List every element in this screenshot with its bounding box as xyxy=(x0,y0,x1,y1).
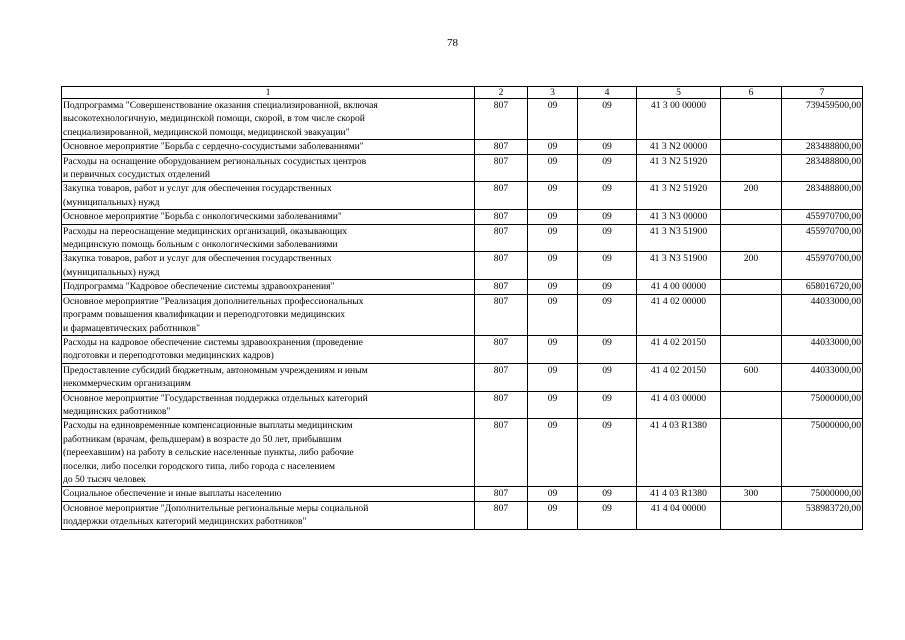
target-article-cell: 41 4 00 00000 xyxy=(637,280,721,294)
item-name-cell: Расходы на единовременные компенсационные выплаты медицинским работникам (врачам, фельдшерам) в возрасте до 50 лет, прибывшим (переехавшим) на работу в сельские населенные пункты, либо рабочие поселки, либо поселки городского типа, либо города с населением до 50 тысяч человек xyxy=(62,419,475,487)
section-code-cell: 09 xyxy=(528,154,578,182)
table-row xyxy=(62,501,863,529)
section-code-cell: 09 xyxy=(528,224,578,252)
table-row xyxy=(62,280,863,294)
target-article-cell: 41 4 03 00000 xyxy=(637,391,721,419)
amount-cell: 455970700,00 xyxy=(782,252,863,280)
subsection-code-cell: 09 xyxy=(578,280,637,294)
expense-type-cell xyxy=(721,294,782,335)
subsection-code-cell: 09 xyxy=(578,140,637,154)
subsection-code-cell: 09 xyxy=(578,335,637,363)
section-code-cell: 09 xyxy=(528,280,578,294)
target-article-cell: 41 4 04 00000 xyxy=(637,501,721,529)
amount-cell: 283488800,00 xyxy=(782,154,863,182)
expense-type-cell xyxy=(721,335,782,363)
table-row xyxy=(62,294,863,335)
subsection-code-cell: 09 xyxy=(578,391,637,419)
ministry-code-cell: 807 xyxy=(475,210,528,224)
table-row xyxy=(62,252,863,280)
amount-cell: 658016720,00 xyxy=(782,280,863,294)
item-name-cell: Закупка товаров, работ и услуг для обеспечения государственных (муниципальных) нужд xyxy=(62,252,475,280)
target-article-cell: 41 3 N2 51920 xyxy=(637,182,721,210)
target-article-cell: 41 3 N3 51900 xyxy=(637,224,721,252)
ministry-code-cell: 807 xyxy=(475,99,528,140)
table-row xyxy=(62,224,863,252)
subsection-code-cell: 09 xyxy=(578,154,637,182)
target-article-cell: 41 4 02 20150 xyxy=(637,363,721,391)
subsection-code-cell: 09 xyxy=(578,487,637,501)
expense-type-cell xyxy=(721,140,782,154)
amount-cell: 455970700,00 xyxy=(782,224,863,252)
item-name-cell: Основное мероприятие "Борьба с онкологическими заболеваниями" xyxy=(62,210,475,224)
expense-type-cell xyxy=(721,210,782,224)
table-body xyxy=(62,99,863,530)
item-name-cell: Закупка товаров, работ и услуг для обеспечения государственных (муниципальных) нужд xyxy=(62,182,475,210)
ministry-code-cell: 807 xyxy=(475,419,528,487)
table-row xyxy=(62,335,863,363)
amount-cell: 538983720,00 xyxy=(782,501,863,529)
expense-type-cell xyxy=(721,280,782,294)
table-row xyxy=(62,363,863,391)
item-name-cell: Расходы на оснащение оборудованием региональных сосудистых центров и первичных сосудистых отделений xyxy=(62,154,475,182)
subsection-code-cell: 09 xyxy=(578,99,637,140)
subsection-code-cell: 09 xyxy=(578,419,637,487)
expense-type-cell: 200 xyxy=(721,182,782,210)
ministry-code-cell: 807 xyxy=(475,487,528,501)
amount-cell: 739459500,00 xyxy=(782,99,863,140)
ministry-code-cell: 807 xyxy=(475,140,528,154)
column-header-4: 4 xyxy=(578,87,637,99)
subsection-code-cell: 09 xyxy=(578,182,637,210)
amount-cell: 44033000,00 xyxy=(782,294,863,335)
column-header-7: 7 xyxy=(782,87,863,99)
amount-cell: 75000000,00 xyxy=(782,487,863,501)
amount-cell: 75000000,00 xyxy=(782,419,863,487)
section-code-cell: 09 xyxy=(528,335,578,363)
table-row xyxy=(62,210,863,224)
table-row xyxy=(62,487,863,501)
subsection-code-cell: 09 xyxy=(578,252,637,280)
ministry-code-cell: 807 xyxy=(475,252,528,280)
expense-type-cell xyxy=(721,501,782,529)
target-article-cell: 41 3 N3 51900 xyxy=(637,252,721,280)
item-name-cell: Основное мероприятие "Государственная поддержка отдельных категорий медицинских работников" xyxy=(62,391,475,419)
item-name-cell: Основное мероприятие "Дополнительные региональные меры социальной поддержки отдельных категорий медицинских работников" xyxy=(62,501,475,529)
column-header-1: 1 xyxy=(62,87,475,99)
item-name-cell: Социальное обеспечение и иные выплаты населению xyxy=(62,487,475,501)
section-code-cell: 09 xyxy=(528,252,578,280)
target-article-cell: 41 4 02 00000 xyxy=(637,294,721,335)
subsection-code-cell: 09 xyxy=(578,363,637,391)
ministry-code-cell: 807 xyxy=(475,501,528,529)
ministry-code-cell: 807 xyxy=(475,154,528,182)
target-article-cell: 41 3 N3 00000 xyxy=(637,210,721,224)
section-code-cell: 09 xyxy=(528,99,578,140)
amount-cell: 455970700,00 xyxy=(782,210,863,224)
section-code-cell: 09 xyxy=(528,487,578,501)
section-code-cell: 09 xyxy=(528,294,578,335)
target-article-cell: 41 3 N2 51920 xyxy=(637,154,721,182)
column-header-6: 6 xyxy=(721,87,782,99)
table-row xyxy=(62,154,863,182)
amount-cell: 283488800,00 xyxy=(782,182,863,210)
column-header-5: 5 xyxy=(637,87,721,99)
expense-type-cell xyxy=(721,224,782,252)
expense-type-cell: 600 xyxy=(721,363,782,391)
section-code-cell: 09 xyxy=(528,210,578,224)
expense-type-cell: 300 xyxy=(721,487,782,501)
page-number: 78 xyxy=(447,37,458,49)
section-code-cell: 09 xyxy=(528,182,578,210)
ministry-code-cell: 807 xyxy=(475,280,528,294)
item-name-cell: Основное мероприятие "Реализация дополнительных профессиональных программ повышения квалификации и переподготовки медицинских и фармацевтических работников" xyxy=(62,294,475,335)
table-row xyxy=(62,99,863,140)
amount-cell: 44033000,00 xyxy=(782,363,863,391)
target-article-cell: 41 4 02 20150 xyxy=(637,335,721,363)
section-code-cell: 09 xyxy=(528,501,578,529)
target-article-cell: 41 3 N2 00000 xyxy=(637,140,721,154)
target-article-cell: 41 3 00 00000 xyxy=(637,99,721,140)
item-name-cell: Основное мероприятие "Борьба с сердечно-сосудистыми заболеваниями" xyxy=(62,140,475,154)
item-name-cell: Предоставление субсидий бюджетным, автономным учреждениям и иным некоммерческим организациям xyxy=(62,363,475,391)
section-code-cell: 09 xyxy=(528,391,578,419)
expense-type-cell xyxy=(721,154,782,182)
table-row xyxy=(62,182,863,210)
item-name-cell: Расходы на кадровое обеспечение системы здравоохранения (проведение подготовки и переподготовки медицинских кадров) xyxy=(62,335,475,363)
section-code-cell: 09 xyxy=(528,140,578,154)
column-header-2: 2 xyxy=(475,87,528,99)
subsection-code-cell: 09 xyxy=(578,501,637,529)
table-row xyxy=(62,419,863,487)
item-name-cell: Подпрограмма "Совершенствование оказания специализированной, включая высокотехнологичную, медицинской помощи, скорой, в том числе скорой специализированной, медицинской помощи, медицинской эвакуации" xyxy=(62,99,475,140)
expense-type-cell xyxy=(721,99,782,140)
expense-type-cell: 200 xyxy=(721,252,782,280)
ministry-code-cell: 807 xyxy=(475,391,528,419)
ministry-code-cell: 807 xyxy=(475,294,528,335)
item-name-cell: Подпрограмма "Кадровое обеспечение системы здравоохранения" xyxy=(62,280,475,294)
amount-cell: 283488800,00 xyxy=(782,140,863,154)
target-article-cell: 41 4 03 R1380 xyxy=(637,487,721,501)
target-article-cell: 41 4 03 R1380 xyxy=(637,419,721,487)
subsection-code-cell: 09 xyxy=(578,224,637,252)
table-header-row xyxy=(62,87,863,99)
item-name-cell: Расходы на переоснащение медицинских организаций, оказывающих медицинскую помощь больным с онкологическими заболеваниями xyxy=(62,224,475,252)
section-code-cell: 09 xyxy=(528,363,578,391)
amount-cell: 44033000,00 xyxy=(782,335,863,363)
ministry-code-cell: 807 xyxy=(475,363,528,391)
ministry-code-cell: 807 xyxy=(475,224,528,252)
amount-cell: 75000000,00 xyxy=(782,391,863,419)
section-code-cell: 09 xyxy=(528,419,578,487)
ministry-code-cell: 807 xyxy=(475,335,528,363)
budget-table xyxy=(61,86,863,530)
subsection-code-cell: 09 xyxy=(578,294,637,335)
ministry-code-cell: 807 xyxy=(475,182,528,210)
table-row xyxy=(62,140,863,154)
subsection-code-cell: 09 xyxy=(578,210,637,224)
expense-type-cell xyxy=(721,391,782,419)
column-header-3: 3 xyxy=(528,87,578,99)
table-row xyxy=(62,391,863,419)
expense-type-cell xyxy=(721,419,782,487)
